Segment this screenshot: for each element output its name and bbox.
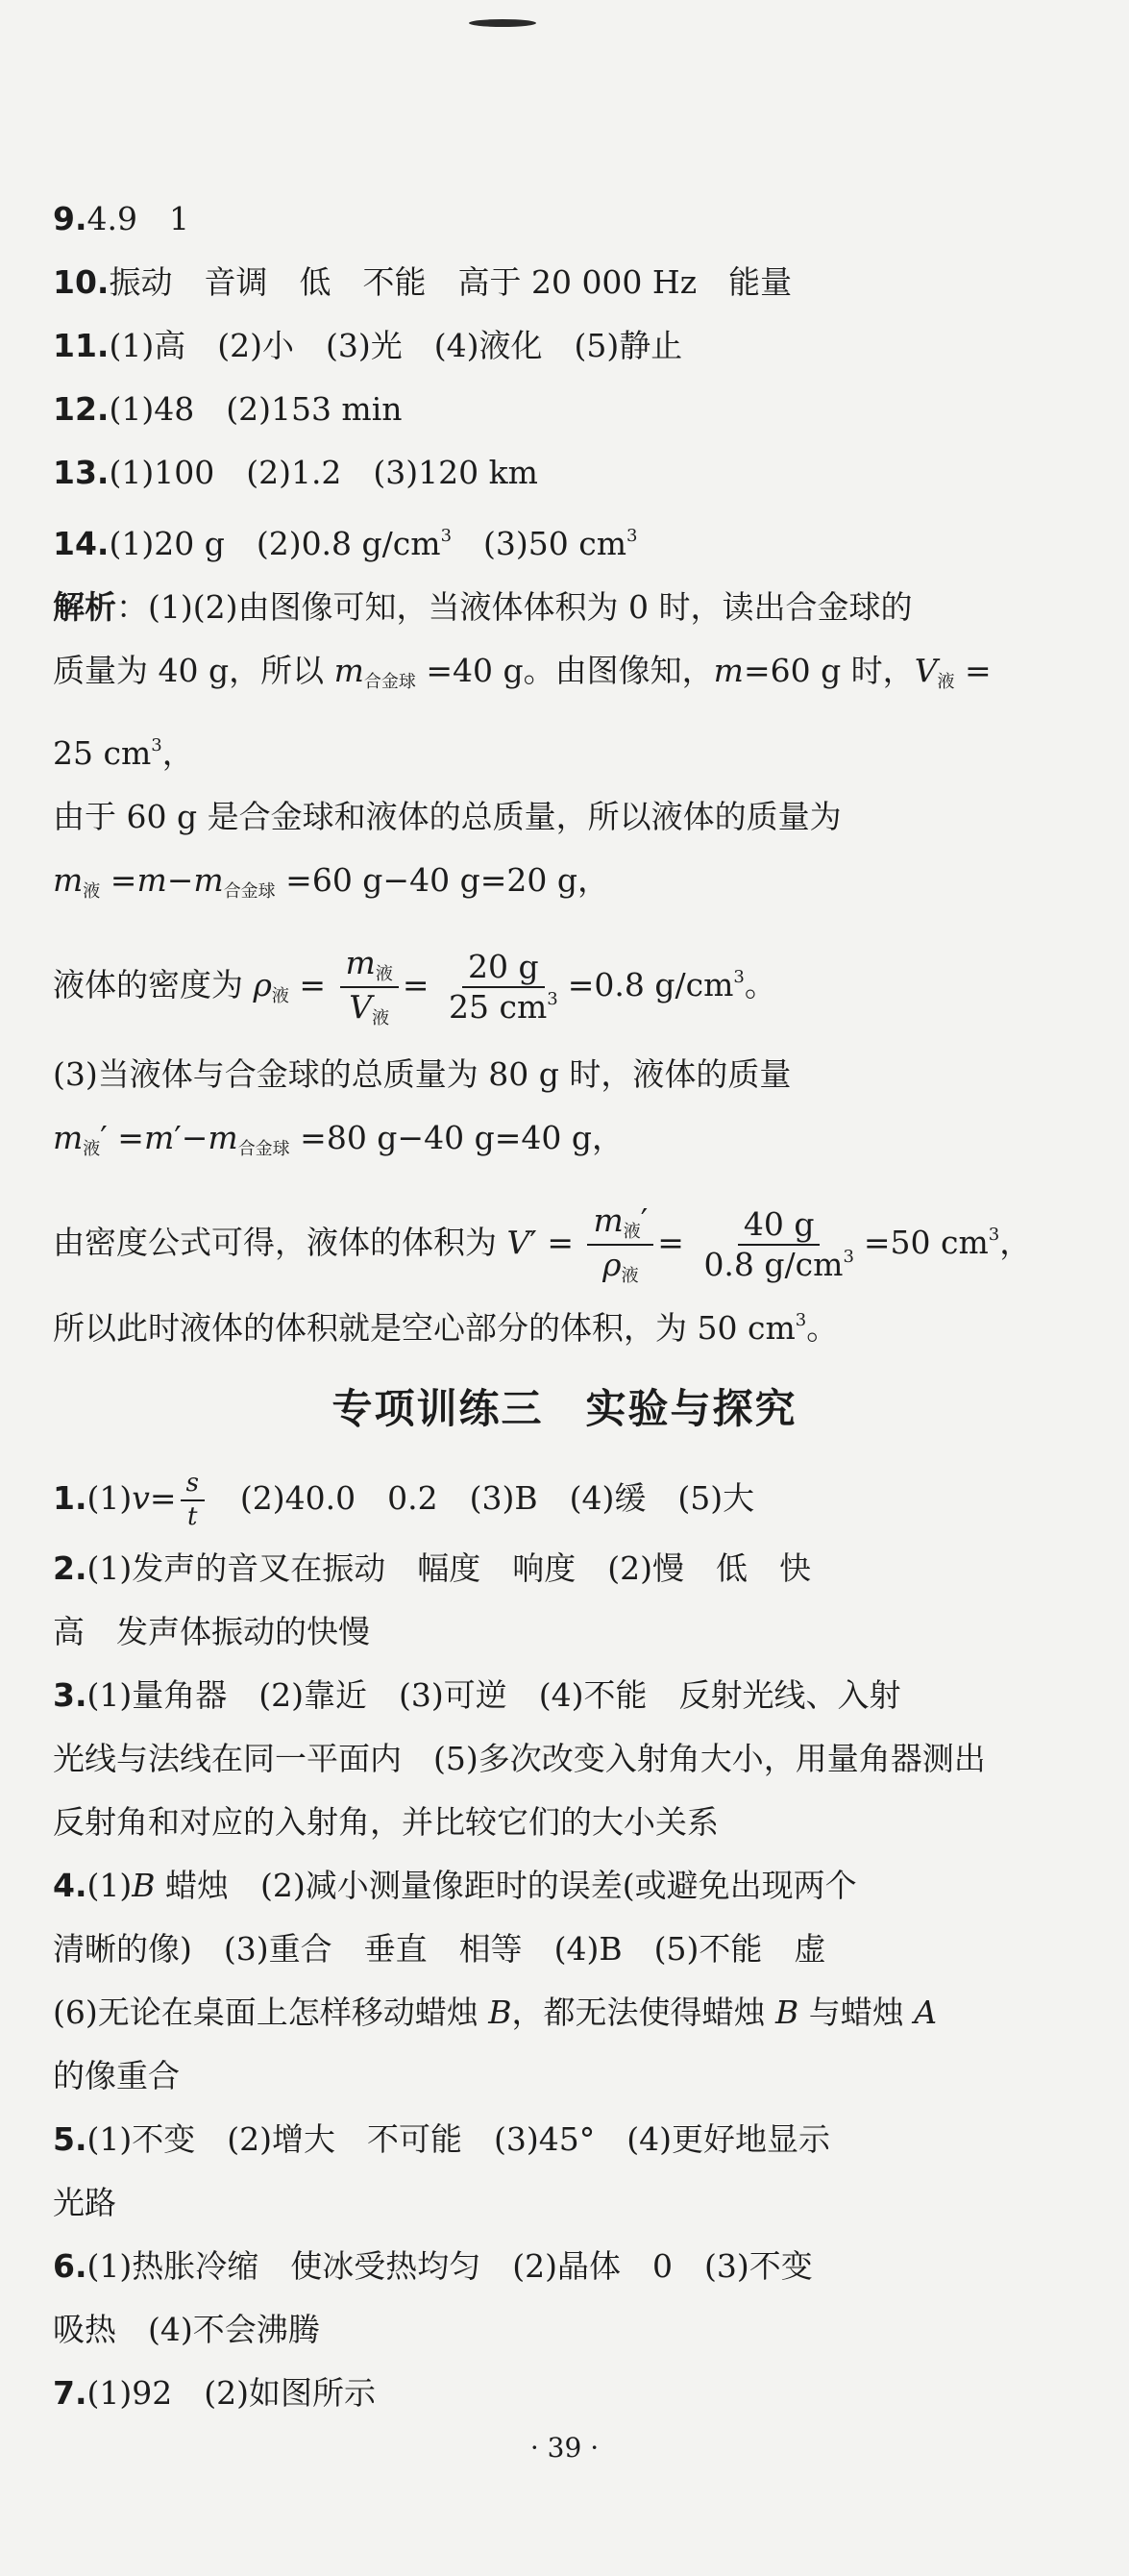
section-title: 专项训练三 实验与探究 xyxy=(331,1385,798,1432)
exp-answer-6-line-2: 吸热 (4)不会沸腾 xyxy=(53,2311,320,2348)
exp-answer-4-line-3: (6)无论在桌面上怎样移动蜡烛 B，都无法使得蜡烛 B 与蜡烛 A xyxy=(53,1994,938,2031)
exp-answer-4-line-1: 4.(1)B 蜡烛 (2)减小测量像距时的误差(或避免出现两个 xyxy=(53,1867,857,1904)
analysis-line-6: 液体的密度为 $\rho_液$ = $\frac{m_液}{V_液}$ = $\frac{20 g}{25 cm^3}$ =0.8 $g/cm^3$。 xyxy=(53,944,776,1028)
answer-12: 12.(1)48 (2)153 min xyxy=(53,390,403,428)
exp-answer-2-line-2: 高 发声体振动的快慢 xyxy=(53,1613,370,1650)
density-fraction-values: $\frac{20 g}{25 cm^3}$ xyxy=(449,947,558,1026)
exp-answer-5-line-2: 光路 xyxy=(53,2184,116,2221)
volume-fraction-symbolic: $\frac{m_液'}{\rho_液}$ xyxy=(587,1203,653,1286)
analysis-line-4: 由于 60 g 是合金球和液体的总质量，所以液体的质量为 xyxy=(53,798,842,835)
density-fraction-symbolic: $\frac{m_液}{V_液}$ xyxy=(340,946,399,1028)
exp-answer-4-line-2: 清晰的像) (3)重合 垂直 相等 (4)B (5)不能 虚 xyxy=(53,1930,826,1968)
exp-answer-4-line-4: 的像重合 xyxy=(53,2057,180,2094)
answer-10: 10.振动 音调 低 不能 高于 20 000 Hz 能量 xyxy=(53,263,793,301)
exp-answer-6-line-1: 6.(1)热胀冷缩 使冰受热均匀 (2)晶体 0 (3)不变 xyxy=(53,2247,813,2285)
answer-11: 11.(1)高 (2)小 (3)光 (4)液化 (5)静止 xyxy=(53,327,683,364)
exp-answer-3-line-2: 光线与法线在同一平面内 (5)多次改变入射角大小，用量角器测出 xyxy=(53,1740,986,1777)
top-edge-mark xyxy=(469,19,536,27)
analysis-line-9: 由密度公式可得，液体的体积为 V′ = $\frac{m_液'}{\rho_液}$ = $\frac{40 g}{0.8 g/cm^3}$ =50 $cm^3$， xyxy=(53,1201,1032,1286)
volume-fraction-values: $\frac{40 g}{0.8 g/cm^3}$ xyxy=(703,1204,854,1283)
speed-fraction: $\frac{s}{t}$ xyxy=(181,1470,205,1530)
page-number: · 39 · xyxy=(529,2432,600,2464)
analysis-line-3: 25 $cm^3$， xyxy=(53,734,194,772)
exp-answer-7: 7.(1)92 (2)如图所示 xyxy=(53,2374,376,2412)
exp-answer-5-line-1: 5.(1)不变 (2)增大 不可能 (3)45° (4)更好地显示 xyxy=(53,2120,830,2158)
exp-answer-2-line-1: 2.(1)发声的音叉在振动 幅度 响度 (2)慢 低 快 xyxy=(53,1549,811,1587)
analysis-line-2: 质量为 40 g，所以 $m_{合金球} =40$ g。由图像知，m=60 g 时，$V_液$ = xyxy=(53,652,992,692)
analysis-line-7: (3)当液体与合金球的总质量为 80 g 时，液体的质量 xyxy=(53,1055,792,1093)
analysis-line-8: $m_液' =m'-m_{合金球} =80$ g−40 g=40 g， xyxy=(53,1119,624,1159)
answer-14: 14.(1)20 g (2)0.8 $g/cm^3$ (3)50 $cm^3$ xyxy=(53,525,638,562)
analysis-line-5: $m_液 =m-m_{合金球} =60$ g−40 g=20 g， xyxy=(53,861,609,902)
exp-answer-3-line-3: 反射角和对应的入射角，并比较它们的大小关系 xyxy=(53,1803,719,1841)
analysis-line-10: 所以此时液体的体积就是空心部分的体积，为 50 $cm^3$。 xyxy=(53,1309,839,1347)
answer-page xyxy=(53,187,1076,2425)
exp-answer-1: 1.(1)v= $\frac{s}{t}$ (2)40.0 0.2 (3)B (4)缓 (5)大 xyxy=(53,1469,755,1531)
analysis-line-1: 解析：(1)(2)由图像可知，当液体体积为 0 时，读出合金球的 xyxy=(53,588,913,626)
answer-9: 9.4.9 1 xyxy=(53,200,189,237)
answer-13: 13.(1)100 (2)1.2 (3)120 km xyxy=(53,454,538,491)
exp-answer-3-line-1: 3.(1)量角器 (2)靠近 (3)可逆 (4)不能 反射光线、入射 xyxy=(53,1676,901,1714)
